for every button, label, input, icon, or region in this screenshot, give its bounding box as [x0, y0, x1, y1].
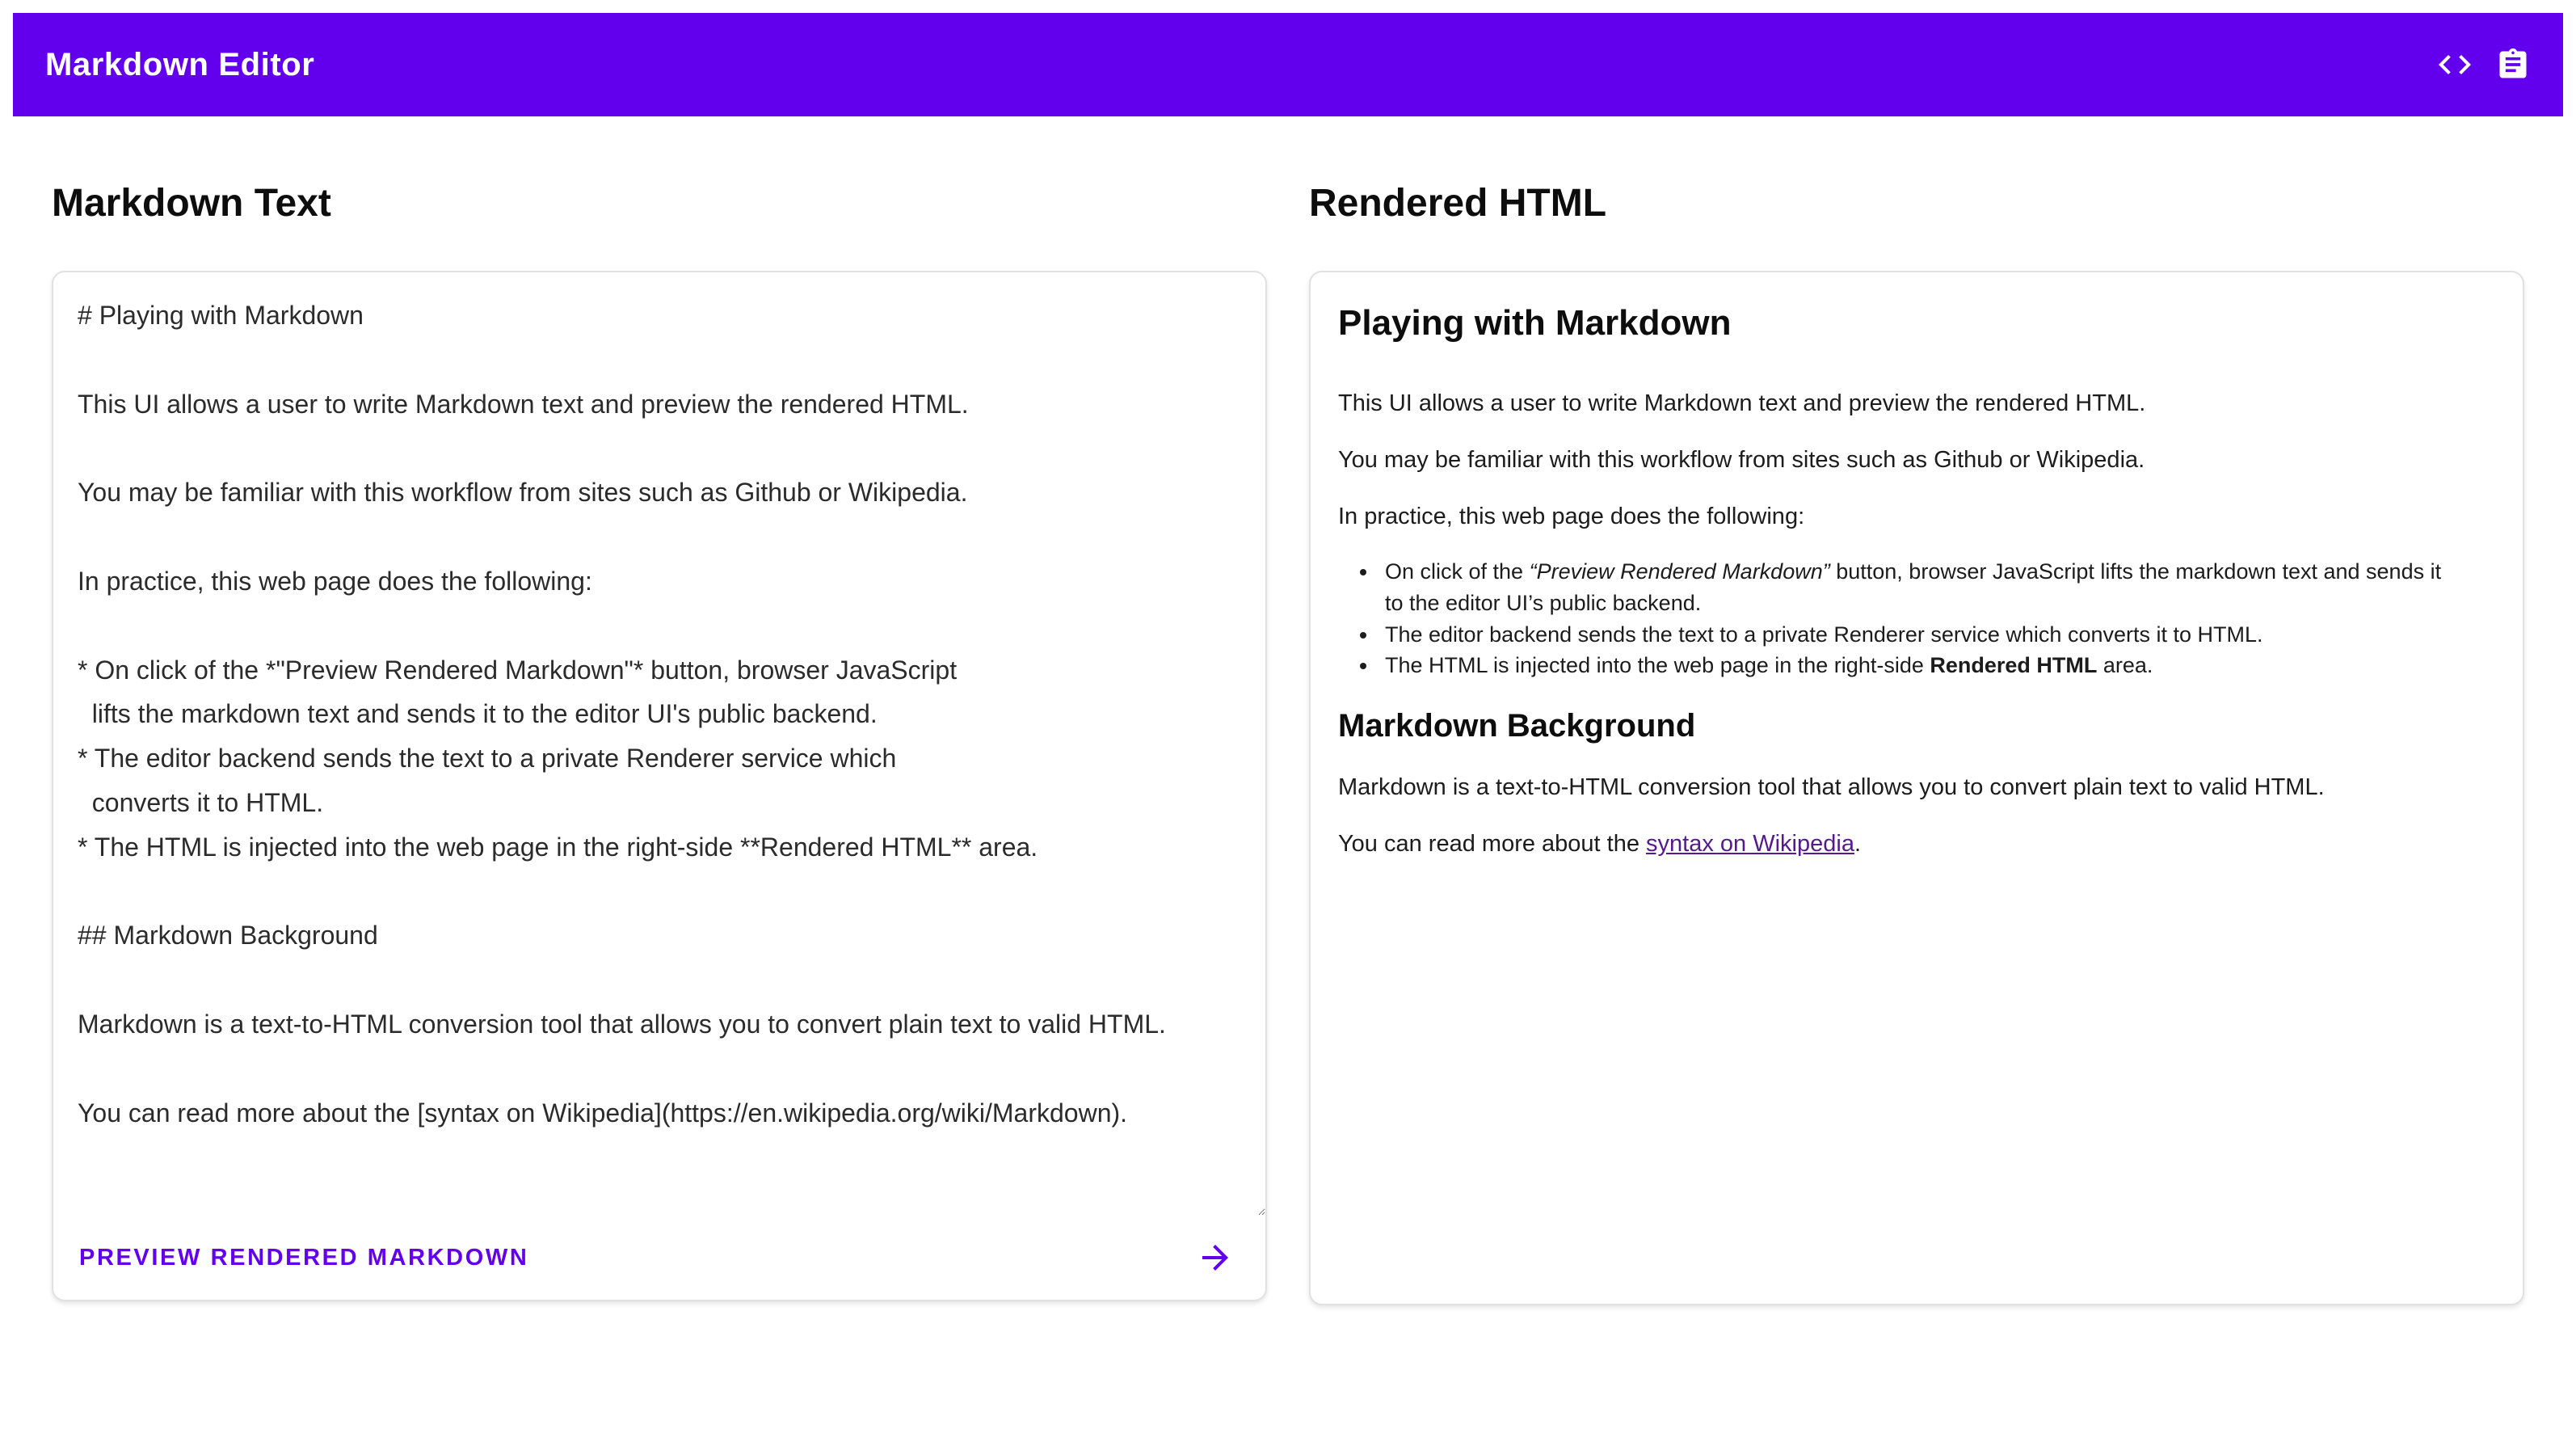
rendered-paragraph: You can read more about the syntax on Wikipedia. [1338, 831, 1862, 858]
main-content [13, 116, 2563, 1305]
app-bar [13, 13, 2563, 116]
rendered-html-heading: Rendered HTML [1309, 182, 1607, 225]
rendered-h2: Markdown Background [1338, 708, 1696, 744]
markdown-editor-card [52, 271, 1267, 1301]
editor-columns [52, 116, 2524, 1305]
preview-rendered-markdown-button[interactable]: PREVIEW RENDERED MARKDOWN [79, 1244, 529, 1271]
rendered-paragraph: Markdown is a text-to-HTML conversion tool that allows you to convert plain text to valid HTML. [1338, 774, 2325, 801]
markdown-text-heading: Markdown Text [52, 182, 331, 225]
rendered-bullet-list [1338, 556, 2495, 681]
list-item: • On click of the “Preview Rendered Markdown” button, browser JavaScript lifts the markdown text and sends it to the editor UI’s public backend. [1378, 556, 2447, 619]
list-item: • The editor backend sends the text to a private Renderer service which converts it to HTML. [1378, 619, 2447, 651]
list-item: • The HTML is injected into the web page in the right-side Rendered HTML area. [1378, 650, 2447, 681]
rendered-paragraph: In practice, this web page does the following: [1338, 503, 1805, 529]
rendered-html-section [1309, 116, 2524, 1305]
wikipedia-link[interactable]: syntax on Wikipedia [1646, 831, 1854, 858]
markdown-input[interactable] [53, 272, 1265, 1216]
clipboard-icon[interactable] [2484, 26, 2542, 103]
markdown-text-section [52, 116, 1267, 1305]
rendered-paragraph: This UI allows a user to write Markdown text and preview the rendered HTML. [1338, 390, 2146, 416]
app-title: Markdown Editor [45, 46, 315, 82]
code-icon[interactable] [2426, 26, 2484, 103]
arrow-forward-icon[interactable] [1196, 1238, 1235, 1277]
rendered-html-card [1309, 271, 2524, 1305]
rendered-paragraph: You may be familiar with this workflow from sites such as Github or Wikipedia. [1338, 446, 2145, 473]
rendered-h1: Playing with Markdown [1338, 303, 1732, 344]
editor-action-row [53, 1216, 1265, 1300]
